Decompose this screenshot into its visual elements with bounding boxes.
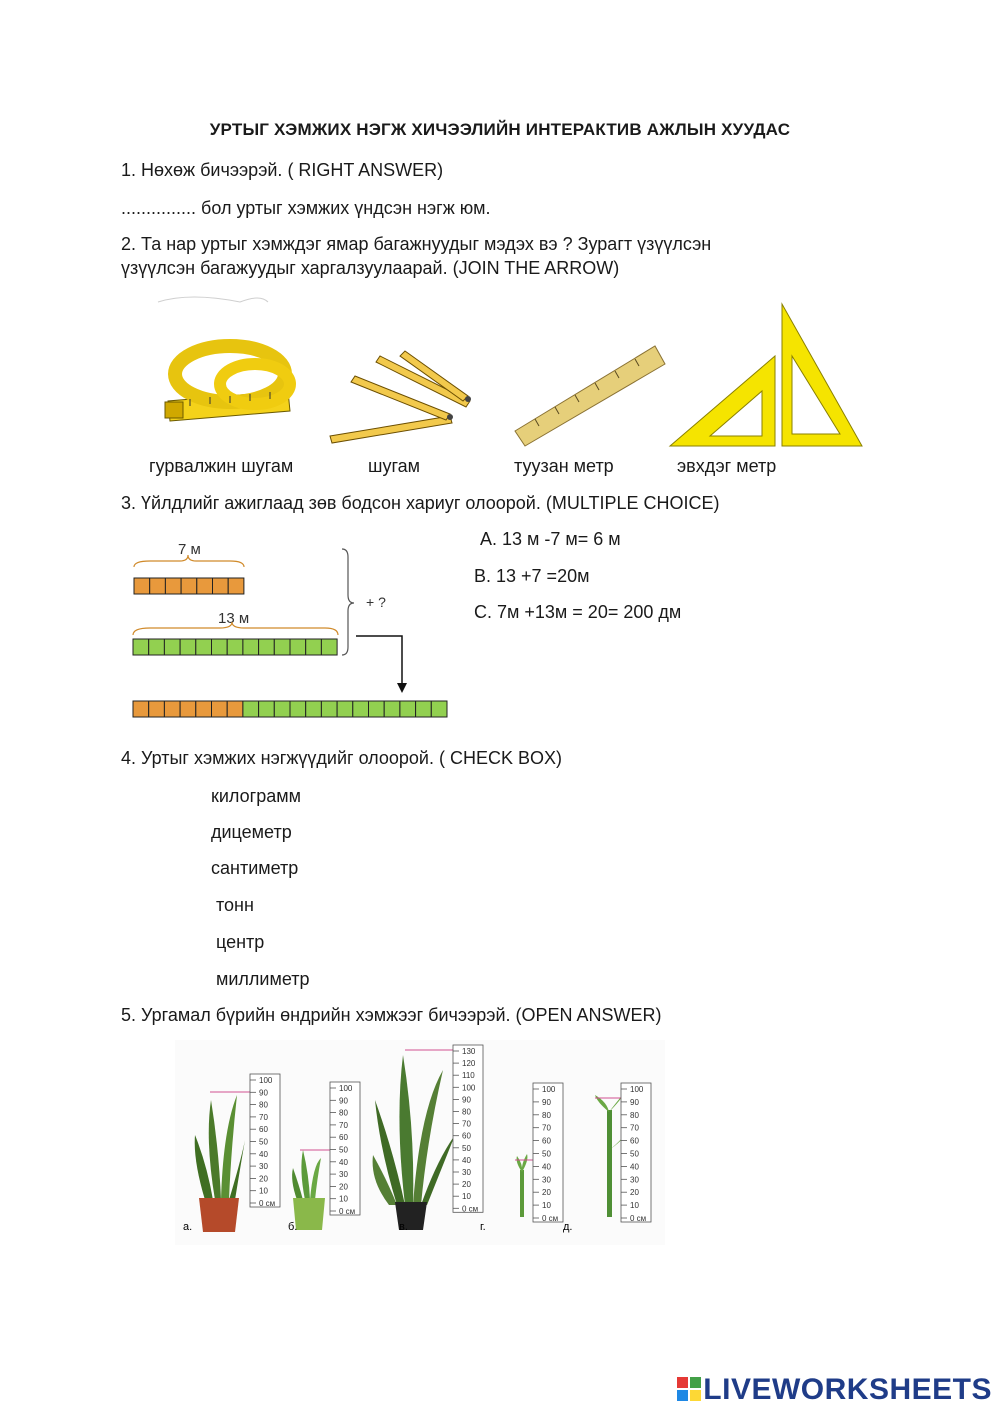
scale-label: 0 см [630,1214,647,1223]
scale-label: 0 см [462,1204,479,1214]
bar-cell [213,578,229,594]
scale-label: 70 [542,1123,551,1133]
bar-cell [227,701,243,717]
letter-c: в. [399,1221,408,1233]
scale-label: 90 [630,1097,639,1107]
scale-label: 100 [542,1085,556,1094]
bar-cell [259,701,275,717]
scale-label: 10 [259,1186,268,1196]
letter-b: б. [288,1221,298,1233]
bar-cell [337,701,353,717]
q4-unit-1[interactable]: килограмм [211,786,301,806]
scale-label: 40 [542,1162,551,1172]
q1-answer-input[interactable] [121,198,207,220]
scale-label: 20 [630,1188,639,1198]
folding-rule-image[interactable] [330,351,471,443]
bar-cell [321,639,337,655]
scale-label: 80 [630,1110,639,1120]
bar-cell [290,639,306,655]
scale-label: 30 [339,1170,348,1180]
q3-option-a[interactable]: A. 13 м -7 м= 6 м [480,529,621,549]
letter-e: д. [563,1221,573,1233]
scale-label: 40 [630,1162,639,1172]
bar2-label: 13 м [218,610,250,627]
bar-cell [196,639,212,655]
brand-text: LIVEWORKSHEETS [703,1373,992,1406]
scale-label: 90 [542,1097,551,1107]
scale-label: 40 [259,1149,268,1159]
set-squares-image[interactable] [670,304,862,446]
scale-label: 0 см [339,1207,356,1216]
height-scale-d [533,1083,563,1223]
q5-heading: 5. Ургамал бүрийн өндрийн хэмжээг бичээрэй. (OPEN ANSWER) [121,1005,662,1025]
bar-cell [290,701,306,717]
scale-label: 20 [462,1180,471,1190]
q4-unit-4[interactable]: тонн [216,895,254,915]
scale-label: 130 [462,1047,476,1056]
bar-cell [212,639,228,655]
q4-unit-6[interactable]: миллиметр [216,969,310,989]
scale-label: 30 [462,1168,471,1177]
bar-cell [149,639,165,655]
scale-label: 50 [462,1143,471,1153]
q2-line2: үзүүлсэн багажуудыг харгалзуулаарай. (JOIN THE ARROW) [121,258,620,278]
bar-cell [274,701,290,717]
bar-cell [133,701,149,717]
bar-cell [133,639,149,655]
scale-label: 60 [630,1136,639,1146]
q4-unit-3[interactable]: сантиметр [211,858,299,878]
scale-label: 120 [462,1059,476,1069]
q2-tool-images [150,296,870,456]
scale-label: 80 [339,1108,348,1118]
bar-cell [306,701,322,717]
bar-cell [227,639,243,655]
bar1-label: 7 м [178,541,201,558]
q2-label-4: эвхдэг метр [677,456,777,476]
scale-label: 90 [339,1096,348,1106]
scale-label: 90 [462,1095,471,1105]
scale-label: 80 [259,1100,268,1110]
bar-cell [180,639,196,655]
bar-cell [150,578,166,594]
bar-cell [212,701,228,717]
scale-label: 110 [462,1071,475,1081]
height-scale-e [621,1083,651,1223]
letter-d: г. [480,1221,486,1233]
bar-cell [369,701,385,717]
scale-label: 10 [339,1194,348,1204]
q4-heading: 4. Уртыг хэмжих нэгжүүдийг олоорой. ( CHECK BOX) [121,748,562,768]
scale-label: 70 [630,1123,639,1133]
scale-label: 90 [259,1088,268,1098]
q3-heading: 3. Үйлдлийг ажиглаад зөв бодсон хариуг олоорой. (MULTIPLE CHOICE) [121,493,720,513]
bar-cell [306,639,322,655]
scale-label: 20 [339,1182,348,1192]
q1-heading: 1. Нөхөж бичээрэй. ( RIGHT ANSWER) [121,160,444,180]
bar-cell [243,639,259,655]
ruler-image[interactable] [515,346,665,446]
bar-cell [149,701,165,717]
scale-label: 60 [462,1131,471,1141]
bar-cell [164,701,180,717]
letter-a: а. [183,1221,193,1233]
bar-cell [400,701,416,717]
bar-cell [164,639,180,655]
scale-label: 50 [339,1145,348,1155]
q2-label-1: гурвалжин шугам [149,456,294,476]
q4-unit-5[interactable]: центр [216,932,265,952]
q5-plants-image [175,1040,665,1245]
scale-label: 60 [542,1136,551,1146]
scale-label: 20 [542,1188,551,1198]
bracket-label: + ? [366,594,386,610]
scale-label: 70 [339,1120,348,1130]
q2-label-3: туузан метр [514,456,614,476]
bar-cell [196,701,212,717]
scale-label: 100 [462,1083,476,1093]
bar-cell [416,701,432,717]
combined-bar [133,701,447,717]
q4-unit-2[interactable]: дицеметр [211,822,292,842]
bar-cell [243,701,259,717]
bar-cell [180,701,196,717]
scale-label: 30 [542,1175,551,1185]
bar-cell [228,578,244,594]
bar-cell [353,701,369,717]
scale-label: 40 [339,1157,348,1167]
q1-sentence: ............... бол уртыг хэмжих үндсэн нэгж юм. [121,198,491,218]
scale-label: 80 [462,1107,471,1117]
q2-line1: 2. Та нар уртыг хэмждэг ямар багажнуудыг мэдэх вэ ? Зурагт үзүүлсэн [121,234,712,254]
scale-label: 70 [259,1112,268,1122]
bar-cell [197,578,213,594]
scale-label: 0 см [259,1199,276,1208]
bar-cell [431,701,447,717]
scale-label: 100 [259,1076,273,1085]
q3-option-c[interactable]: C. 7м +13м = 20= 200 дм [474,602,682,622]
bar-cell [165,578,181,594]
height-scale-a [250,1074,280,1208]
liveworksheets-icon [677,1377,701,1401]
q2-label-2: шугам [368,456,420,476]
q3-option-b[interactable]: B. 13 +7 =20м [474,566,590,586]
bar-cell [134,578,150,594]
scale-label: 30 [630,1175,639,1185]
height-scale-b [330,1082,360,1216]
bar-cell [384,701,400,717]
scale-label: 10 [542,1201,551,1211]
liveworksheets-logo [677,1373,992,1407]
scale-label: 50 [542,1149,551,1159]
scale-label: 40 [462,1155,471,1165]
scale-label: 10 [630,1201,639,1211]
bar1 [134,578,244,594]
height-scale-c [453,1045,483,1213]
scale-label: 0 см [542,1214,559,1223]
scale-label: 20 [259,1174,268,1184]
bar-cell [259,639,275,655]
bar2 [133,639,337,655]
scale-label: 50 [630,1149,639,1159]
page-title: УРТЫГ ХЭМЖИХ НЭГЖ ХИЧЭЭЛИЙН ИНТЕРАКТИВ АЖЛЫН ХУУДАС [209,120,791,139]
scale-label: 60 [259,1125,268,1135]
scale-label: 30 [259,1162,268,1172]
scale-label: 100 [630,1085,644,1094]
scale-label: 70 [462,1119,471,1129]
tape-measure-image[interactable] [165,346,290,421]
scale-label: 80 [542,1110,551,1120]
bar-cell [181,578,197,594]
scale-label: 10 [462,1192,471,1202]
q3-bar-diagram [120,535,470,725]
scale-label: 100 [339,1084,353,1093]
scale-label: 60 [339,1133,348,1143]
bar-cell [321,701,337,717]
scale-label: 50 [259,1137,268,1147]
bar-cell [274,639,290,655]
